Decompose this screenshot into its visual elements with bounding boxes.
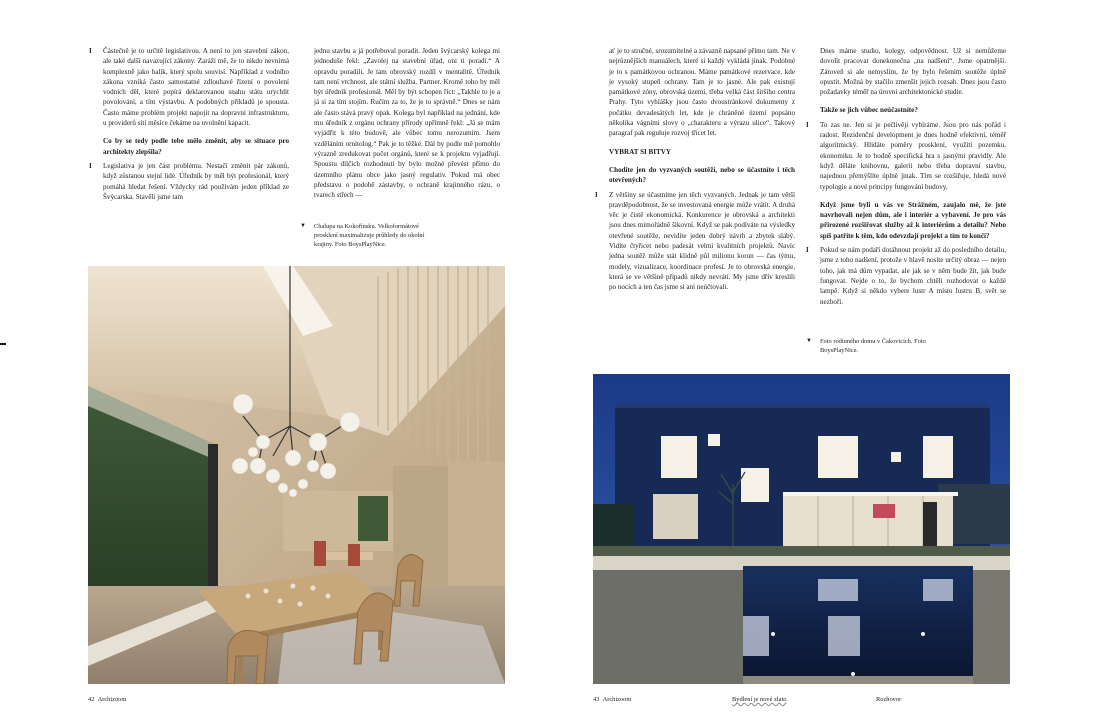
caption-text: Foto rodinného domu v Čakovicích. Foto BoysPlayNice. bbox=[820, 338, 926, 354]
answer-marker: I bbox=[806, 246, 809, 255]
paragraph: I Legislativa je jen část problému. Nestačí změnit pár zákonů, když zůstanou stejní lidé. Úředník by měl být profesionál, který pomáhá hledat řešení. Vždycky rád používám jeden příklad ze Švýcarska. Stavěli jsme tam bbox=[89, 161, 289, 201]
house-photo-image bbox=[593, 374, 1010, 684]
interior-photo bbox=[88, 266, 505, 684]
paragraph: I Částečně je to určitě legislativou. A není to jen stavební zákon, ale také další navazující zákony. Zaráží mě, že to nikdo nevnímá komplexně jako balík, který spolu souvisí. Například z vodního zákona vzniká často samostatné zdlouhavé řízení o povolení vodních děl, které popírá deklarovanou snahu státu urychlit povolování, a tím výstavbu. A podobných příkladů je spousta. Často máme problém projekt napojit na dopravní infrastrukturu, u providerů sítí měsíce čekáme na uvolnění kapacit. bbox=[89, 47, 289, 128]
paragraph: Dnes máme studio, kolegy, odpovědnost. Už si nemůžeme dovolit pracovat donekonečna „na nadšení“. Jsme opatrnější. Zároveň si ale nemyslím, že by bylo řešením soutěže úplně opustit. Možná by stačilo zmenšit jejich rozsah. Dnes jsou často požadavky téměř na úrovni architektonické studie. bbox=[820, 47, 1006, 97]
paragraph: ať je to stručné, srozumitelné a závazně napsané přímo tam. Ne v nejrůznějších manuálech, které si každý vykládá jinak. Podobné je to s památkovou ochranou. Máme památkové rezervace, kde je vysoký stupeň ochrany. Tam je to jasné. Ale pak existují památkové zóny, obrovská území, třeba velká část širšího centra Prahy. Tyto vyhlášky jsou často dvoustránkové dokumenty z počátku devadesátých let, kde je chráněné území popsáno několika vágními slovy o „charakteru a výrazu ulice“. Takový paragraf pak reguluje rozvoj třicet let. bbox=[609, 47, 795, 138]
interior-photo-image bbox=[88, 266, 505, 684]
paragraph: I Pokud se nám podaří dotáhnout projekt až do posledního detailu, jsme z toho nadšení, protože v hlavě nosíte určitý obraz — nejen toho, jak má dům vypadat, ale jak se v něm bude žít, jak bude fungovat. Nejde o to, že bychom chtěli rozhodovat o každé lampě. Když si někdo vybere lustr A místo lustru B, svět se nezboří. bbox=[806, 246, 1006, 306]
right-column-2 bbox=[806, 46, 1006, 311]
paragraph: I Z většiny se účastníme jen těch vyzvaných. Jednak je tam větší pravděpodobnost, že se investovaná energie může vrátit. A druhá věc je čistě ekonomická. Konkurence je obrovská a architekti jsou dnes mimořádně šikovní. Když se pak podíváte na výsledky otevřené soutěže, nevidíte jeden dobrý návrh a zbytek slabý. Vidíte čtyřicet nebo padesát velmi kvalitních projektů. Navíc jedna soutěž může stát klidně půl milionu korun — čas týmu, modely, vizualizace, koordinace profesí. Je to obrovská energie, která se ve většině případů nikdy nevrátí. My jsme dřív kreslili po nocích a ten čas jsme si ani neúčtovali. bbox=[595, 190, 795, 292]
paragraph: jednu stavbu a já potřeboval poradit. Jeden švýcarský kolega mi jednoduše řekl: „Zavolej na stavební úřad, oni ti poradí.“ A opravdu poradili. Je tam obrovský rozdíl v mentalitě. Úředník tam není vrchnost, ale státní služba. Partner. Kromě toho by měl být úředník profesionál. Měl by být schopen říct: „Takhle to je a já si za tím stojím. Ručím za to, že je to správně.“ Dnes se nám ale často stává pravý opak. Kolega byl například na jednání, kde mu úředník z orgánu ochrany přírody upřímně řekl: „Já se mám vyjádřit k této budově, ale vůbec tomu nerozumím. Jsem vzděláním ornitolog.“ Pak je to těžké. Dál by podle mě pomohlo výrazně zredukovat počet orgánů, které se k projektu vyjadřují. Spoustu dílčích rozhodnutí by bylo možné převést přímo do územního plánu obce jako jasný regulativ. Pokud má obec představu o podobě zástavby, o ochraně krajinného rázu, o tvarech střech — bbox=[314, 47, 500, 200]
left-caption bbox=[300, 222, 434, 249]
answer-marker: I bbox=[89, 47, 92, 55]
caption-marker: ▼ bbox=[806, 338, 812, 344]
page-number: 43 bbox=[593, 696, 600, 703]
article-link[interactable]: Bydlení je nové zlato bbox=[732, 696, 787, 703]
right-footer-left bbox=[593, 696, 631, 703]
left-footer bbox=[88, 696, 126, 703]
edge-mark bbox=[0, 343, 6, 345]
question: Chodíte jen do vyzvaných soutěží, nebo se účastníte i těch otevřených? bbox=[609, 165, 795, 185]
magazine-name: Archizoom bbox=[602, 696, 632, 703]
caption-text: Chalupa na Kokořínsku. Velkoformátové prosklení maximalizuje průhledy do okolní krajiny. Foto BoysPlayNice. bbox=[314, 223, 425, 248]
answer-marker: I bbox=[595, 190, 598, 199]
page-number: 42 bbox=[88, 696, 95, 703]
question: Co by se tedy podle tebe mělo změnit, aby se situace pro architekty zlepšila? bbox=[103, 137, 289, 156]
right-column-1 bbox=[595, 46, 795, 297]
question: Když jsme byli u vás ve Strážném, zaujalo mě, že jste navrhovali nejen dům, ale i interiér a vybavení. Je pro vás přirozené rozšiřovat služby až k interiérům a detailu? Nebo spíš patříte k těm, kdo odevzdají projekt a tím to končí? bbox=[820, 200, 1006, 240]
answer-marker: I bbox=[89, 161, 92, 170]
left-column-2 bbox=[314, 46, 500, 204]
magazine-name: Archizoom bbox=[97, 696, 127, 703]
caption-marker: ▼ bbox=[300, 223, 306, 229]
right-caption bbox=[806, 337, 930, 355]
left-column-1 bbox=[89, 46, 289, 206]
paragraph: I To zas ne. Jen si je pečlivěji vybíráme. Jsou pro nás pořád i radost. Rezidenční development je dnes hodně efektivní, téměř algoritmický. Hlídáte poměry prosklení, využití pozemku, ekonomiku. Je to hodně specifická hra s jasnými pravidly. Ale když děláte knihovnu, galerii nebo třeba dopravní stavbu, najednou přemýšlíte úplně jinak. Tím se rozšiřuje, hledá nové typologie a nové principy fungování budovy. bbox=[806, 120, 1006, 191]
question: Takže se jich vůbec neúčastníte? bbox=[820, 106, 918, 115]
answer-marker: I bbox=[806, 120, 809, 129]
house-photo bbox=[593, 374, 1010, 684]
section-heading: VYBRAT SI BITVY bbox=[609, 147, 672, 156]
section-label: Rozhovor bbox=[876, 696, 902, 703]
